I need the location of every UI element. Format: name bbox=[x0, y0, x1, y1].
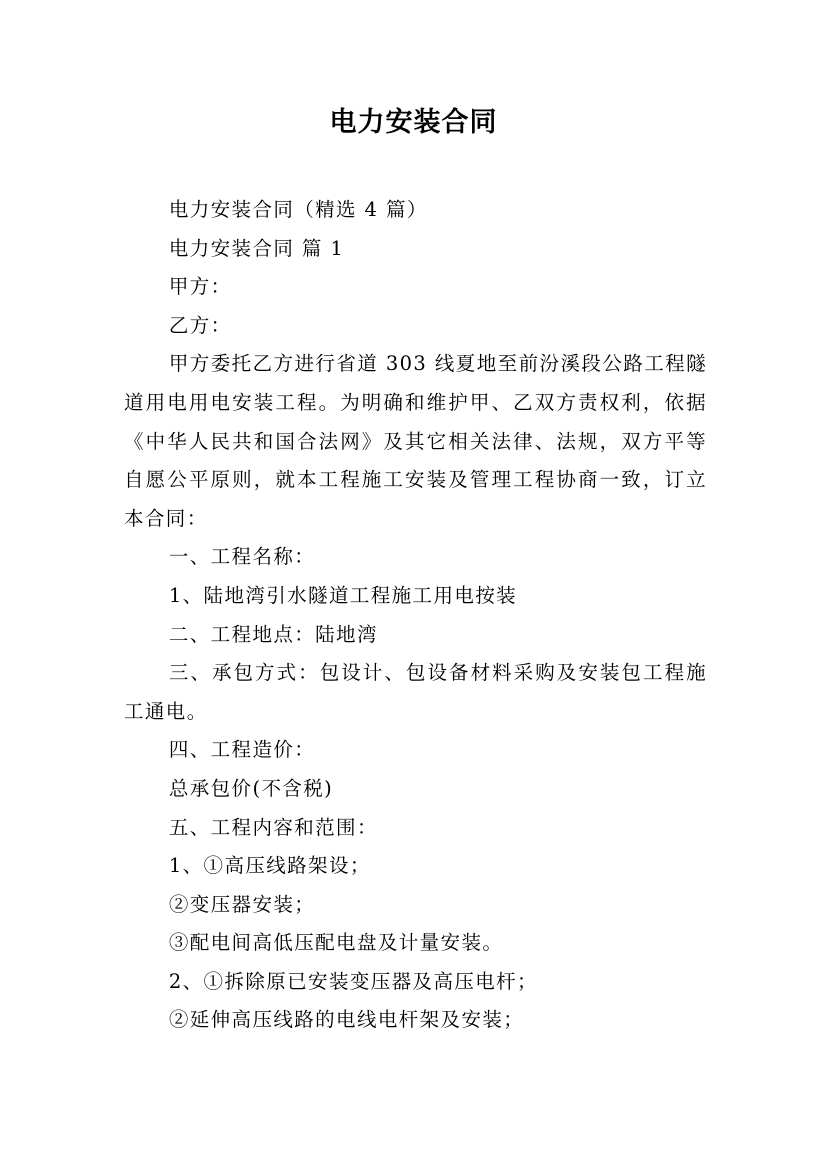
paragraph-item-5-heading: 五、工程内容和范围： bbox=[168, 815, 378, 839]
document-title: 电力安装合同 bbox=[329, 107, 498, 138]
paragraph-item-4-heading: 四、工程造价： bbox=[168, 738, 316, 762]
paragraph-scope-1b: ②变压器安装； bbox=[168, 892, 316, 916]
paragraph-item-4-content: 总承包价(不含税) bbox=[168, 776, 334, 800]
paragraph-item-1-content: 1、陆地湾引水隧道工程施工用电按装 bbox=[168, 583, 518, 607]
paragraph-scope-1a: 1、①高压线路架设； bbox=[168, 854, 371, 878]
paragraph-subtitle: 电力安装合同（精选 4 篇） bbox=[168, 198, 428, 221]
paragraph-scope-1c: ③配电间高低压配电盘及计量安装。 bbox=[168, 931, 504, 955]
paragraph-item-2: 二、工程地点：陆地湾 bbox=[168, 622, 378, 646]
paragraph-item-3: 三、承包方式：包设计、包设备材料采购及安装包工程施工通电。 bbox=[124, 661, 707, 723]
paragraph-party-a: 甲方： bbox=[168, 275, 232, 299]
paragraph-scope-2b: ②延伸高压线路的电线电杆架及安装； bbox=[168, 1008, 525, 1032]
paragraph-party-b: 乙方： bbox=[168, 313, 232, 337]
paragraph-intro: 甲方委托乙方进行省道 303 线夏地至前汾溪段公路工程隧道用电用电安装工程。为明确和维护甲、乙双方责权利，依据《中华人民共和国合法网》及其它相关法律、法规，双方平等自愿公平原则，就本工程施工安装及管理工程协商一致，订立本合同： bbox=[124, 352, 707, 530]
paragraph-item-1-heading: 一、工程名称： bbox=[168, 545, 316, 569]
paragraph-scope-2a: 2、①拆除原已安装变压器及高压电杆； bbox=[168, 969, 538, 993]
document-body bbox=[124, 191, 707, 1040]
paragraph-section-heading: 电力安装合同 篇 1 bbox=[168, 236, 345, 260]
